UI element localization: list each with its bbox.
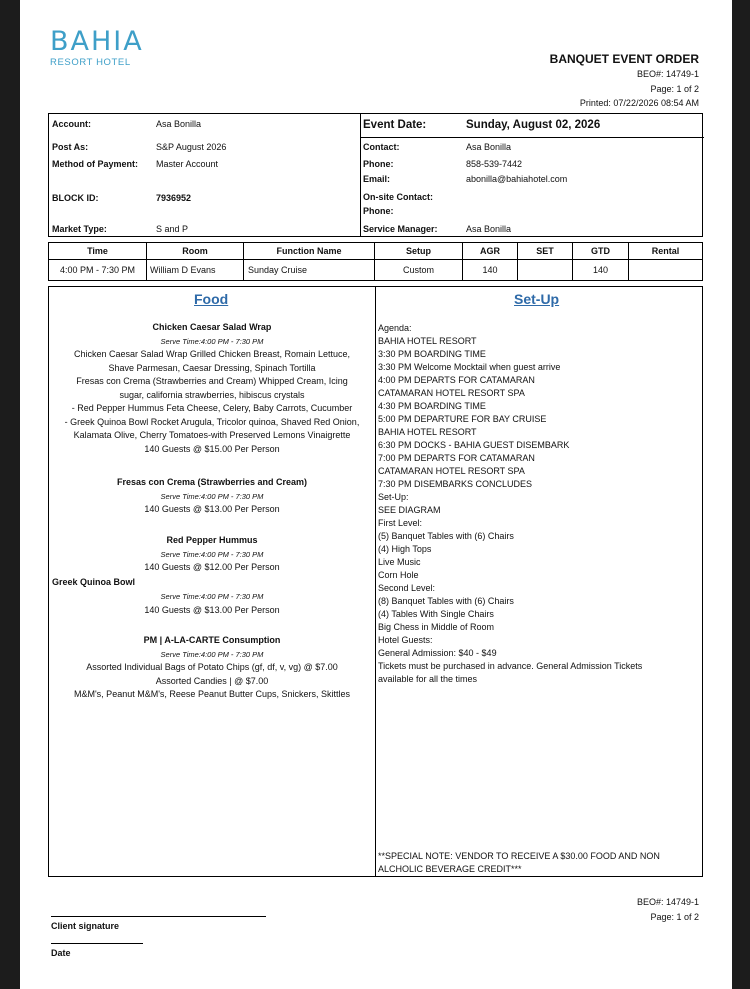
col-function — [244, 243, 375, 280]
hotel-logo: BAHIA — [50, 26, 144, 57]
setup-line: 4:00 PM DEPARTS FOR CATAMARAN — [378, 375, 535, 385]
event-date-label: Event Date: — [363, 119, 427, 131]
setup-line: BAHIA HOTEL RESORT — [378, 336, 477, 346]
header-rental: Rental — [651, 246, 680, 256]
food-desc-line: Assorted Candies | @ $7.00 — [155, 675, 269, 686]
food-item-alacarte — [49, 634, 375, 702]
food-desc-line: M&M's, Peanut M&M's, Reese Peanut Butter Cups, Snickers, Skittles — [73, 689, 351, 699]
food-item-name: Red Pepper Hummus — [166, 535, 258, 545]
food-title: Food — [194, 291, 229, 307]
schedule-table — [48, 242, 703, 281]
setup-line: Corn Hole — [378, 570, 419, 580]
col-time — [49, 243, 147, 280]
client-signature-line — [51, 916, 266, 917]
info-divider — [360, 114, 361, 236]
document-page — [20, 0, 732, 989]
food-item-quinoa-name: Greek Quinoa Bowl — [52, 577, 136, 587]
post-as-value: S&P August 2026 — [156, 142, 227, 152]
serve-time: Serve Time:4:00 PM - 7:30 PM — [160, 336, 264, 346]
special-note — [378, 850, 703, 876]
col-room — [147, 243, 244, 280]
onsite-phone-label: Phone: — [363, 206, 394, 216]
beo-number: BEO#: 14749-1 — [636, 69, 699, 79]
contact-value: Asa Bonilla — [466, 142, 512, 152]
food-price: 140 Guests @ $15.00 Per Person — [144, 443, 280, 454]
setup-line: BAHIA HOTEL RESORT — [378, 427, 477, 437]
col-rental — [629, 243, 702, 280]
cell-room: William D Evans — [150, 265, 216, 275]
account-value: Asa Bonilla — [156, 119, 202, 129]
contact-label: Contact: — [363, 142, 400, 152]
food-item-name: Chicken Caesar Salad Wrap — [152, 322, 272, 332]
food-item-fresas — [49, 476, 375, 517]
phone-value: 858-539-7442 — [466, 159, 523, 169]
food-item-chicken-wrap — [49, 321, 375, 456]
account-label: Account: — [52, 119, 91, 129]
block-id-label: BLOCK ID: — [52, 193, 99, 203]
header-agr: AGR — [480, 246, 500, 256]
page-number: Page: 1 of 2 — [650, 84, 699, 94]
col-setup — [375, 243, 463, 280]
setup-line: (8) Banquet Tables with (6) Chairs — [378, 596, 514, 606]
printed-timestamp: Printed: 07/22/2026 08:54 AM — [579, 98, 699, 108]
email-value: abonilla@bahiahotel.com — [466, 174, 568, 184]
serve-time: Serve Time:4:00 PM - 7:30 PM — [160, 549, 264, 559]
market-type-label: Market Type: — [52, 224, 107, 234]
special-note-line: **SPECIAL NOTE: VENDOR TO RECEIVE A $30.00 FOOD AND NON — [378, 851, 660, 861]
post-as-label: Post As: — [52, 142, 89, 152]
date-label: Date — [51, 948, 71, 958]
event-info-box — [48, 113, 703, 237]
food-item-hummus — [49, 534, 375, 575]
col-gtd — [573, 243, 629, 280]
food-price: 140 Guests @ $13.00 Per Person — [144, 504, 280, 514]
phone-label: Phone: — [363, 159, 394, 169]
setup-line: Hotel Guests: — [378, 635, 433, 645]
date-line — [51, 943, 143, 944]
onsite-contact-label: On-site Contact: — [363, 192, 434, 202]
setup-line: SEE DIAGRAM — [378, 505, 441, 515]
info-divider-h — [360, 137, 704, 138]
setup-line: 4:30 PM BOARDING TIME — [378, 401, 486, 411]
serve-time: Serve Time:4:00 PM - 7:30 PM — [160, 649, 264, 659]
setup-line: General Admission: $40 - $49 — [378, 648, 497, 658]
food-desc-line: Fresas con Crema (Strawberries and Cream) Whipped Cream, Icing — [76, 376, 348, 386]
food-price: 140 Guests @ $13.00 Per Person — [144, 604, 280, 615]
setup-line: (5) Banquet Tables with (6) Chairs — [378, 531, 514, 541]
setup-line: Second Level: — [378, 583, 436, 593]
event-date-value: Sunday, August 02, 2026 — [466, 119, 601, 131]
setup-line: Agenda: — [378, 323, 412, 333]
cell-agr: 140 — [482, 265, 498, 275]
food-price: 140 Guests @ $12.00 Per Person — [144, 562, 280, 572]
food-item-name: PM | A-LA-CARTE Consumption — [143, 635, 281, 645]
payment-label: Method of Payment: — [52, 159, 139, 169]
setup-line: 7:00 PM DEPARTS FOR CATAMARAN — [378, 453, 535, 463]
food-setup-box — [48, 286, 703, 877]
document-title: BANQUET EVENT ORDER — [549, 52, 699, 66]
serve-time: Serve Time:4:00 PM - 7:30 PM — [160, 592, 264, 601]
setup-line: 3:30 PM BOARDING TIME — [378, 349, 486, 359]
setup-line: 7:30 PM DISEMBARKS CONCLUDES — [378, 479, 533, 489]
service-manager-value: Asa Bonilla — [466, 224, 512, 234]
cell-gtd: 140 — [592, 265, 609, 275]
serve-time: Serve Time:4:00 PM - 7:30 PM — [160, 491, 264, 501]
market-type-value: S and P — [156, 224, 189, 234]
cell-setup: Custom — [402, 265, 434, 275]
food-desc-line: Assorted Individual Bags of Potato Chips (gf, df, v, vg) @ $7.00 — [86, 662, 338, 672]
client-signature-label: Client signature — [51, 921, 120, 931]
footer-page-number: Page: 1 of 2 — [650, 912, 699, 922]
block-id-value: 7936952 — [156, 193, 192, 203]
col-set — [518, 243, 573, 280]
hotel-logo-subtitle: RESORT HOTEL — [50, 57, 131, 68]
setup-title: Set-Up — [514, 291, 560, 307]
setup-line: 5:00 PM DEPARTURE FOR BAY CRUISE — [378, 414, 547, 424]
food-item-quinoa — [49, 590, 375, 617]
header-time: Time — [87, 246, 108, 256]
setup-agenda — [378, 322, 703, 686]
food-desc-line: - Red Pepper Hummus Feta Cheese, Celery, Baby Carrots, Cucumber — [71, 403, 353, 413]
food-desc-line: Shave Parmesan, Caesar Dressing, Spinach Tortilla — [108, 362, 316, 373]
food-desc-line: Chicken Caesar Salad Wrap Grilled Chicken Breast, Romain Lettuce, — [74, 349, 350, 359]
food-item-name: Fresas con Crema (Strawberries and Cream) — [116, 477, 308, 487]
email-label: Email: — [363, 174, 391, 184]
setup-line: (4) High Tops — [378, 544, 432, 554]
col-agr — [463, 243, 518, 280]
header-gtd: GTD — [591, 246, 610, 256]
setup-line: 6:30 PM DOCKS - BAHIA GUEST DISEMBARK — [378, 440, 570, 450]
header-function: Function Name — [276, 246, 342, 256]
food-desc-line: - Greek Quinoa Bowl Rocket Arugula, Tricolor quinoa, Shaved Red Onion, — [64, 416, 360, 427]
setup-line: Big Chess in Middle of Room — [378, 622, 495, 632]
setup-line: Set-Up: — [378, 492, 409, 502]
header-room: Room — [182, 246, 208, 256]
payment-value: Master Account — [156, 159, 219, 169]
special-note-line: ALCHOLIC BEVERAGE CREDIT*** — [378, 864, 522, 874]
header-setup: Setup — [405, 246, 431, 256]
setup-line: CATAMARAN HOTEL RESORT SPA — [378, 466, 525, 476]
service-manager-label: Service Manager: — [363, 224, 438, 234]
setup-line: CATAMARAN HOTEL RESORT SPA — [378, 388, 525, 398]
setup-line: 3:30 PM Welcome Mocktail when guest arrive — [378, 362, 561, 372]
cell-function: Sunday Cruise — [248, 265, 308, 275]
header-set: SET — [536, 246, 554, 256]
cell-time: 4:00 PM - 7:30 PM — [59, 265, 136, 275]
setup-line: First Level: — [378, 518, 423, 528]
food-desc-line: sugar, california strawberries, hibiscus crystals — [119, 389, 305, 400]
setup-line: Live Music — [378, 557, 421, 567]
footer-beo-number: BEO#: 14749-1 — [636, 897, 699, 907]
setup-line: Tickets must be purchased in advance. General Admission Tickets — [378, 661, 643, 671]
setup-line: available for all the times — [378, 674, 478, 684]
food-desc-line: Kalamata Olive, Cherry Tomatoes-with Preserved Lemons Vinaigrette — [73, 430, 351, 440]
setup-line: (4) Tables With Single Chairs — [378, 609, 494, 619]
